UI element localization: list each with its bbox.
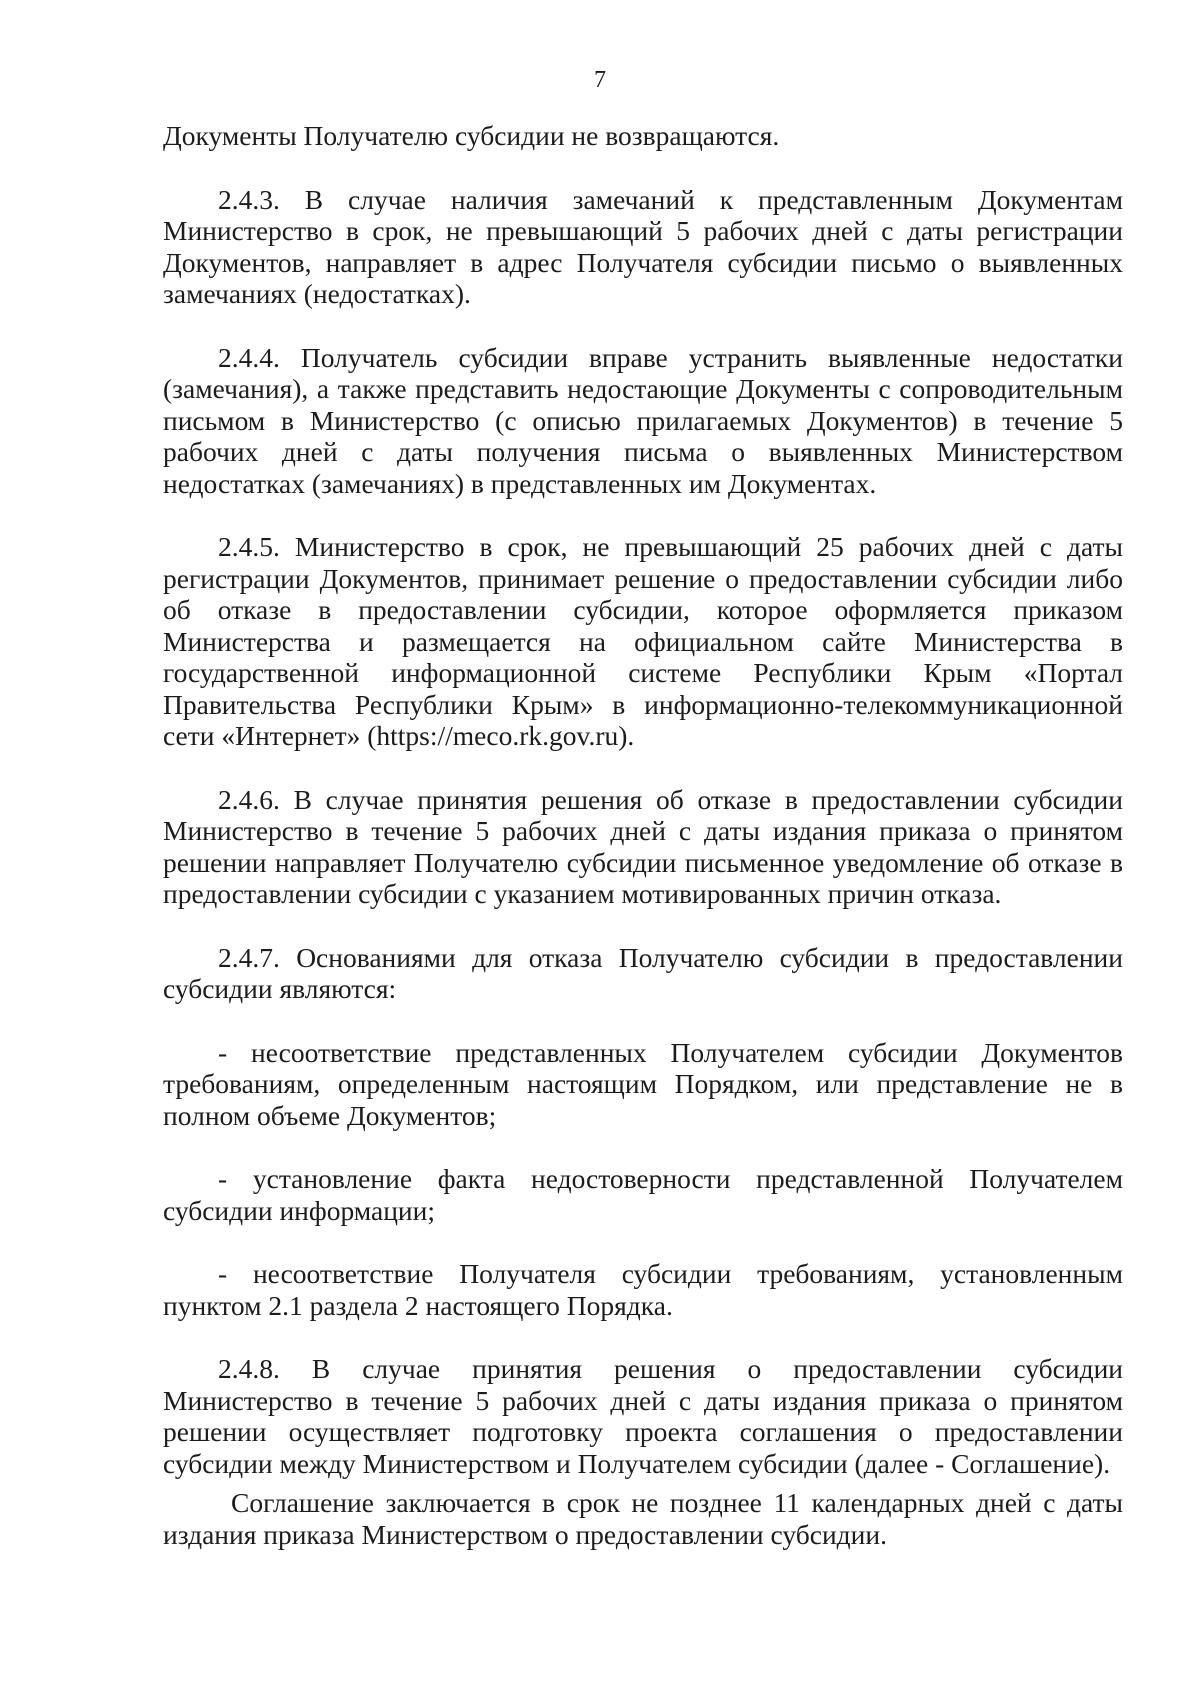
paragraph-2-4-4: 2.4.4. Получатель субсидии вправе устранить выявленные недостатки (замечания), а также представить недостающие Документы с сопроводительным письмом в Министерство (с описью прилагаемых Документов) в течение 5 рабочих дней с даты получения письма о выявленных Министерством недостатках (замечаниях) в представленных им Документах. <box>163 341 1123 499</box>
document-body <box>163 120 1123 1550</box>
paragraph-intro: Документы Получателю субсидии не возвращаются. <box>163 120 780 151</box>
list-item-refusal-2: - установление факта недостоверности представленной Получателем субсидии информации; <box>163 1163 1123 1226</box>
list-item-refusal-3: - несоответствие Получателя субсидии требованиям, установленным пунктом 2.1 раздела 2 настоящего Порядка. <box>163 1258 1123 1321</box>
paragraph-2-4-6: 2.4.6. В случае принятия решения об отказе в предоставлении субсидии Министерство в течение 5 рабочих дней с даты издания приказа о принятом решении направляет Получателю субсидии письменное уведомление об отказе в предоставлении субсидии с указанием мотивированных причин отказа. <box>163 783 1123 909</box>
paragraph-2-4-7: 2.4.7. Основаниями для отказа Получателю субсидии в предоставлении субсидии являются: <box>163 941 1123 1004</box>
page-number: 7 <box>594 67 606 93</box>
list-item-refusal-1: - несоответствие представленных Получателем субсидии Документов требованиям, определенным настоящим Порядком, или представление не в полном объеме Документов; <box>163 1036 1123 1131</box>
paragraph-agreement: Соглашение заключается в срок не позднее 11 календарных дней с даты издания приказа Министерством о предоставлении субсидии. <box>163 1487 1123 1550</box>
paragraph-2-4-8: 2.4.8. В случае принятия решения о предоставлении субсидии Министерство в течение 5 рабочих дней с даты издания приказа о принятом решении осуществляет подготовку проекта соглашения о предоставлении субсидии между Министерством и Получателем субсидии (далее - Соглашение). <box>163 1353 1123 1479</box>
paragraph-2-4-5: 2.4.5. Министерство в срок, не превышающий 25 рабочих дней с даты регистрации Документов, принимает решение о предоставлении субсидии либо об отказе в предоставлении субсидии, которое оформляется приказом Министерства и размещается на официальном сайте Министерства в государственной информационной системе Республики Крым «Портал Правительства Республики Крым» в информационно-телекоммуникационной сети «Интернет» (https://meco.rk.gov.ru). <box>163 531 1123 751</box>
paragraph-2-4-3: 2.4.3. В случае наличия замечаний к представленным Документам Министерство в срок, не превышающий 5 рабочих дней с даты регистрации Документов, направляет в адрес Получателя субсидии письмо о выявленных замечаниях (недостатках). <box>163 183 1123 309</box>
